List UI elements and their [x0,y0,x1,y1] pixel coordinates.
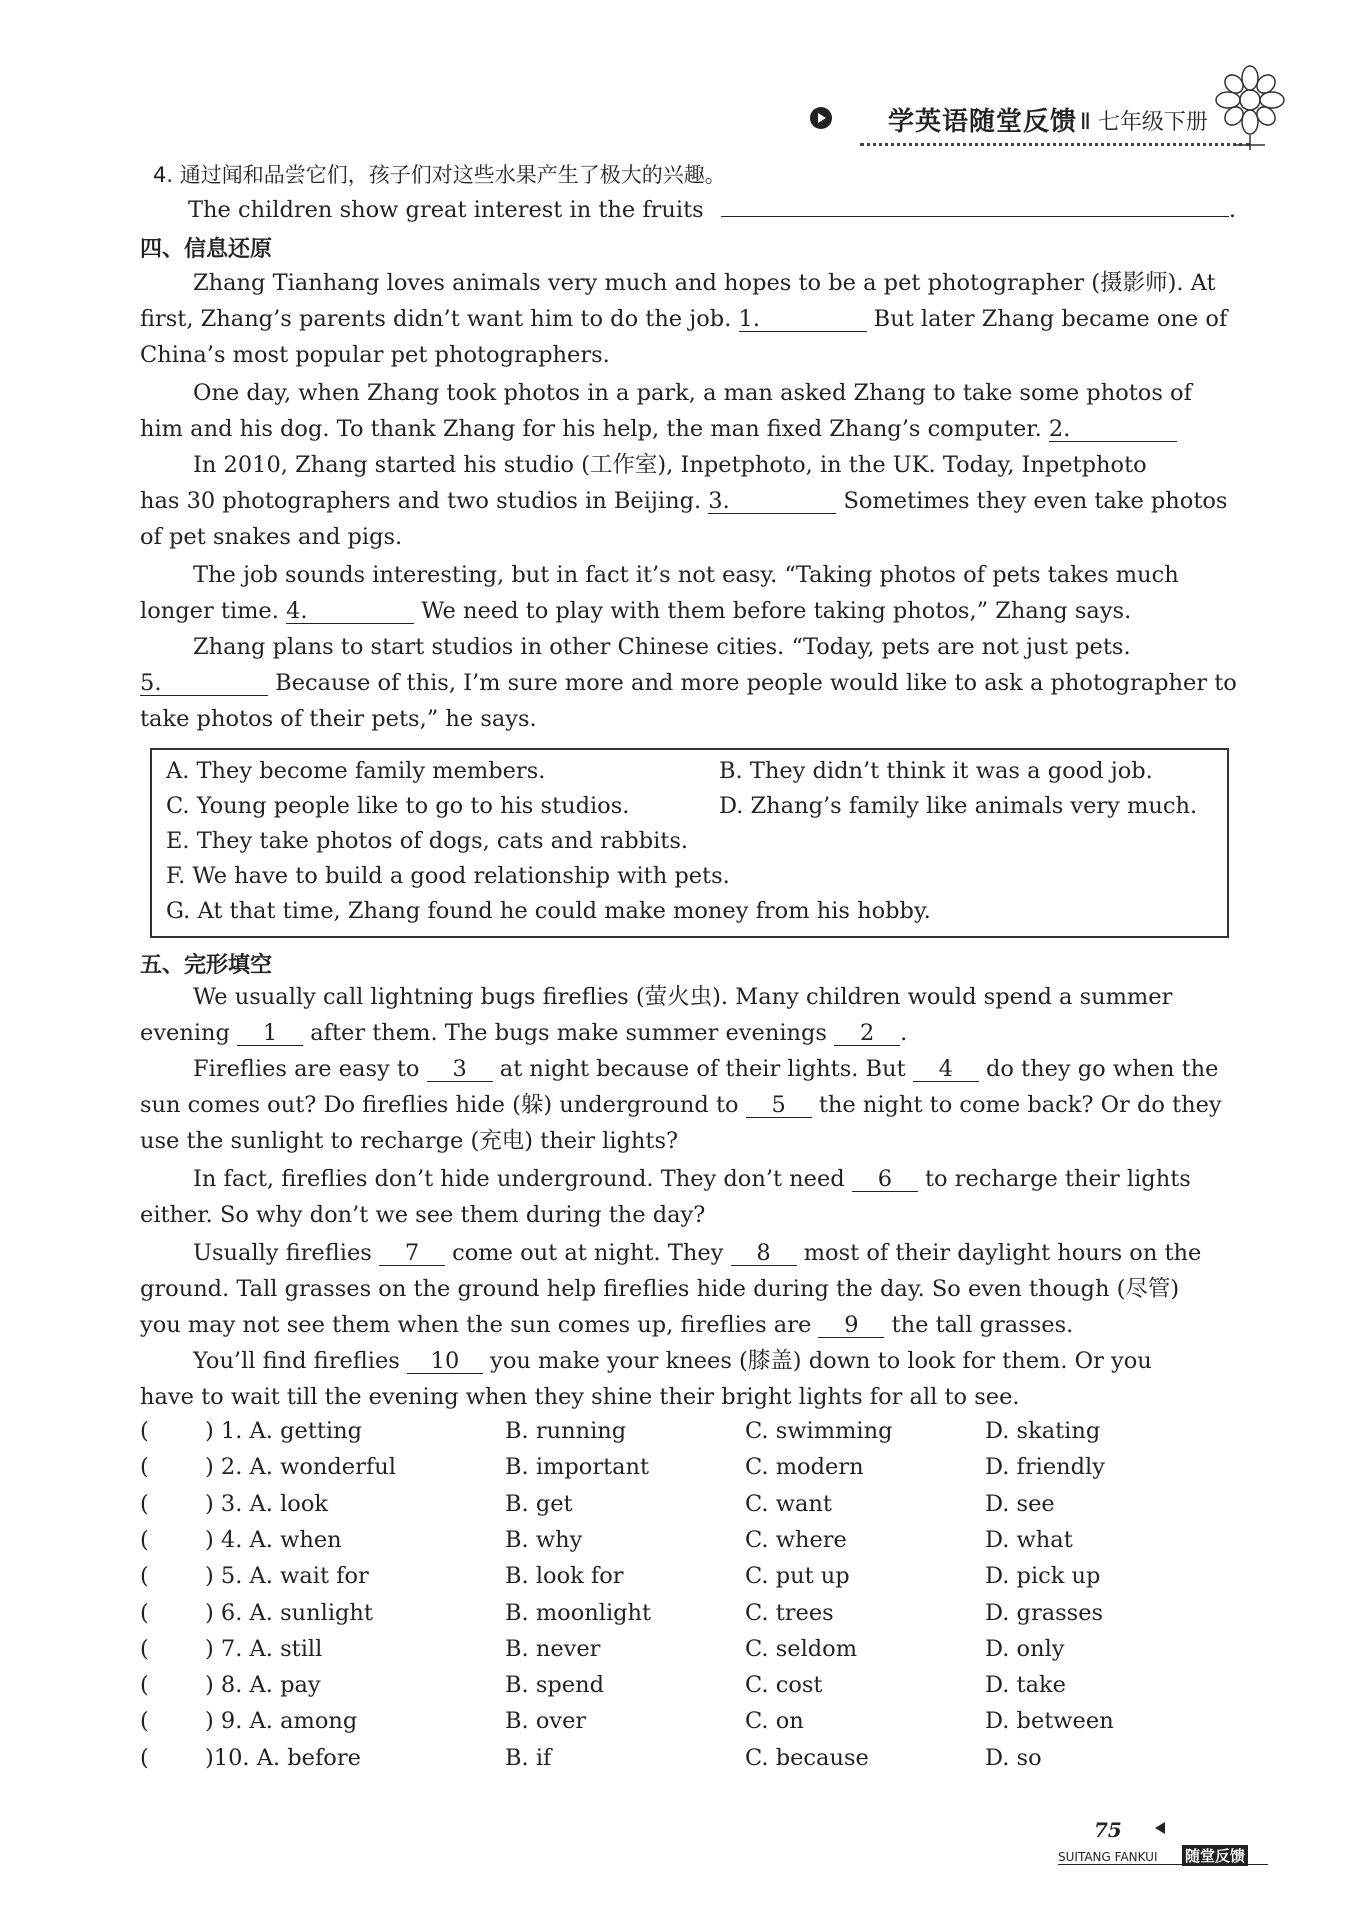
answer-paren-open[interactable]: ( [140,1526,149,1553]
p1-line3: China’s most popular pet photographers. [140,342,610,368]
cloze-text: do they go when the [985,1056,1219,1082]
question-choice-d: D. so [985,1744,1042,1771]
cloze-number-1: 1 [262,1020,278,1046]
section-title-part4: 四、信息还原 [140,237,273,262]
p3-text-a: has 30 photographers and two studios in Beijing. [140,488,702,514]
cloze-number-8: 8 [756,1240,771,1266]
cloze-number-4: 4 [938,1056,953,1082]
blank-number-2: 2. [1048,416,1071,442]
translation-q4-chinese: 4. 通过闻和品尝它们，孩子们对这些水果产生了极大的兴趣。 [153,163,726,187]
page-number: 75 [1094,1818,1122,1842]
cloze-blank-1[interactable] [237,1021,303,1046]
cloze-line3 [193,1054,1218,1084]
q4-prompt: The children show great interest in the fruits [188,197,704,223]
answer-paren-open[interactable]: ( [140,1672,149,1699]
answer-blank-2[interactable] [1049,417,1177,442]
answer-paren-open[interactable]: ( [140,1490,149,1517]
question-choice-c: C. on [745,1708,804,1735]
cloze-text: most of their daylight hours on the [803,1240,1202,1266]
blank-number-1: 1. [738,306,760,332]
question-choice-d: D. skating [985,1418,1101,1444]
question-choice-a: ) 1. A. getting [205,1418,362,1444]
cloze-text: at night because of their lights. But [499,1056,906,1082]
footer-rule [1058,1864,1268,1865]
answer-blank-4[interactable] [286,599,414,624]
cloze-line11 [193,1346,1152,1376]
flower-ornament-icon [1205,60,1295,150]
cloze-text: after them. The bugs make summer evenings [310,1020,827,1046]
answer-blank-1[interactable] [739,307,867,332]
p1-line2 [140,304,1227,334]
options-box [150,748,1229,938]
cloze-blank-9[interactable] [818,1313,884,1338]
section-title-part5: 五、完形填空 [140,953,273,978]
cloze-text: you make your knees (膝盖) down to look for them. Or you [490,1348,1152,1374]
cloze-text: Fireflies are easy to [193,1056,420,1082]
p1-text-b: But later Zhang became one of [873,306,1228,332]
cloze-line4 [140,1090,1222,1120]
question-choice-b: B. never [505,1635,601,1662]
p3-line2 [140,486,1227,516]
question-choice-b: B. why [505,1526,583,1553]
cloze-line1: We usually call lightning bugs fireflies (萤火虫). Many children would spend a summer [193,984,1173,1010]
cloze-number-10: 10 [430,1348,460,1374]
cloze-text: In fact, fireflies don’t hide underground. They don’t need [193,1166,845,1192]
option-c: C. Young people like to go to his studios. [166,793,630,819]
cloze-text: . [900,1020,908,1046]
p5-line2 [140,668,1237,698]
cloze-text: sun comes out? Do fireflies hide (躲) underground to [140,1092,739,1118]
cloze-number-2: 2 [859,1020,875,1046]
question-choice-c: C. cost [745,1672,823,1699]
question-choice-b: B. spend [505,1672,604,1699]
p2-line1: One day, when Zhang took photos in a park, a man asked Zhang to take some photos of [193,380,1192,406]
answer-paren-open[interactable]: ( [140,1635,149,1662]
header-title: 学英语随堂反馈 [888,107,1078,137]
answer-paren-open[interactable]: ( [140,1418,149,1444]
question-choice-c: C. swimming [745,1418,893,1444]
p1-text-a: first, Zhang’s parents didn’t want him to do the job. [140,306,732,332]
question-choice-c: C. modern [745,1454,864,1481]
cloze-text: come out at night. They [452,1240,724,1266]
question-choice-c: C. where [745,1526,847,1553]
cloze-text: You’ll find fireflies [193,1348,400,1374]
cloze-text: the tall grasses. [891,1312,1074,1338]
option-d: D. Zhang’s family like animals very much. [719,793,1198,819]
cloze-line2 [140,1018,907,1048]
question-choice-b: B. look for [505,1563,624,1590]
question-choice-a: ) 8. A. pay [205,1672,321,1699]
question-choice-b: B. important [505,1454,650,1481]
cloze-blank-6[interactable] [852,1167,918,1192]
question-choice-d: D. between [985,1708,1114,1735]
question-choice-a: ) 2. A. wonderful [205,1454,396,1481]
cloze-number-7: 7 [404,1240,420,1266]
question-choice-a: ) 9. A. among [205,1708,358,1735]
cloze-blank-3[interactable] [427,1057,493,1082]
cloze-blank-5[interactable] [746,1093,812,1118]
cloze-text: Usually fireflies [193,1240,372,1266]
question-choice-d: D. friendly [985,1454,1105,1481]
cloze-blank-7[interactable] [379,1241,445,1266]
cloze-line12: have to wait till the evening when they shine their bright lights for all to see. [140,1384,1020,1410]
q4-period: . [1228,197,1237,223]
question-choice-a: ) 3. A. look [205,1490,329,1517]
option-g: G. At that time, Zhang found he could make money from his hobby. [166,898,931,924]
cloze-text: the night to come back? Or do they [818,1092,1222,1118]
question-choice-b: B. running [505,1418,627,1444]
answer-paren-open[interactable]: ( [140,1708,149,1735]
cloze-blank-10[interactable] [407,1349,483,1374]
answer-paren-open[interactable]: ( [140,1599,149,1626]
question-choice-c: C. trees [745,1599,834,1626]
question-choice-b: B. moonlight [505,1599,652,1626]
p1-line1: Zhang Tianhang loves animals very much and hopes to be a pet photographer (摄影师). At [193,270,1216,296]
p4-line1: The job sounds interesting, but in fact it’s not easy. “Taking photos of pets takes much [193,562,1179,588]
cloze-number-3: 3 [452,1056,467,1082]
cloze-line9: ground. Tall grasses on the ground help fireflies hide during the day. So even though (尽管) [140,1276,1180,1302]
cloze-text: evening [140,1020,230,1046]
question-choice-a: ) 7. A. still [205,1635,323,1662]
blank-number-4: 4. [286,598,308,624]
p5-line1: Zhang plans to start studios in other Chinese cities. “Today, pets are not just pets. [193,634,1131,660]
cloze-text: to recharge their lights [925,1166,1191,1192]
cloze-line5: use the sunlight to recharge (充电) their lights? [140,1128,679,1154]
blank-number-5: 5. [140,670,162,696]
question-choice-a: )10. A. before [205,1744,361,1771]
answer-paren-open[interactable]: ( [140,1454,149,1481]
cloze-number-5: 5 [771,1092,786,1118]
option-a: A. They become family members. [166,758,546,784]
q4-answer-blank[interactable] [721,216,1229,217]
question-choice-b: B. over [505,1708,587,1735]
blank-number-3: 3. [708,488,730,514]
option-b: B. They didn’t think it was a good job. [719,758,1153,784]
p3-line1: In 2010, Zhang started his studio (工作室), Inpetphoto, in the UK. Today, Inpetphoto [193,452,1147,478]
cloze-text: you may not see them when the sun comes up, fireflies are [140,1312,812,1338]
question-choice-a: ) 4. A. when [205,1526,342,1553]
question-choice-b: B. if [505,1744,552,1771]
cloze-number-6: 6 [877,1166,893,1192]
cloze-line8 [193,1238,1201,1268]
cloze-line6 [193,1164,1191,1194]
cloze-line7: either. So why don’t we see them during the day? [140,1202,706,1228]
p4-line2 [140,596,1131,626]
question-choice-b: B. get [505,1490,573,1517]
play-bullet-icon [810,107,832,129]
p3-text-b: Sometimes they even take photos [843,488,1228,514]
question-choice-c: C. because [745,1744,869,1771]
cloze-blank-2[interactable] [834,1021,900,1046]
answer-paren-open[interactable]: ( [140,1744,149,1771]
footer-brand: SUITANG FANKUI [1058,1850,1158,1864]
cloze-blank-4[interactable] [913,1057,979,1082]
p2-text: him and his dog. To thank Zhang for his help, the man fixed Zhang’s computer. [140,416,1042,442]
question-choice-d: D. pick up [985,1563,1101,1590]
question-choice-d: D. take [985,1672,1066,1699]
question-choice-a: ) 6. A. sunlight [205,1599,373,1626]
header-subtitle: Ⅱ 七年级下册 [1080,110,1208,135]
p4-text-a: longer time. [140,598,279,624]
translation-q4-english [188,195,1236,225]
question-choice-c: C. want [745,1490,832,1517]
question-choice-c: C. put up [745,1563,850,1590]
cloze-line10 [140,1310,1073,1340]
p2-line2 [140,414,1177,444]
question-choice-a: ) 5. A. wait for [205,1563,369,1590]
question-choice-d: D. what [985,1526,1073,1553]
p4-text-b: We need to play with them before taking photos,” Zhang says. [421,598,1132,624]
p3-line3: of pet snakes and pigs. [140,524,403,550]
question-choice-d: D. see [985,1490,1055,1517]
question-choice-d: D. only [985,1635,1065,1662]
header-dotted-rule [860,143,1250,146]
cloze-number-9: 9 [844,1312,859,1338]
question-choice-d: D. grasses [985,1599,1104,1626]
answer-paren-open[interactable]: ( [140,1563,149,1590]
option-e: E. They take photos of dogs, cats and rabbits. [166,828,689,854]
answer-blank-5[interactable] [140,671,268,696]
page-header [800,95,1270,175]
question-choice-c: C. seldom [745,1635,858,1662]
p5-text: Because of this, I’m sure more and more people would like to ask a photographer to [275,670,1237,696]
answer-blank-3[interactable] [708,489,836,514]
page-arrow-icon [1155,1822,1165,1834]
option-f: F. We have to build a good relationship with pets. [166,863,730,889]
p5-line3: take photos of their pets,” he says. [140,706,537,732]
cloze-blank-8[interactable] [731,1241,797,1266]
footer-brand-cn: 随堂反馈 [1182,1845,1248,1866]
